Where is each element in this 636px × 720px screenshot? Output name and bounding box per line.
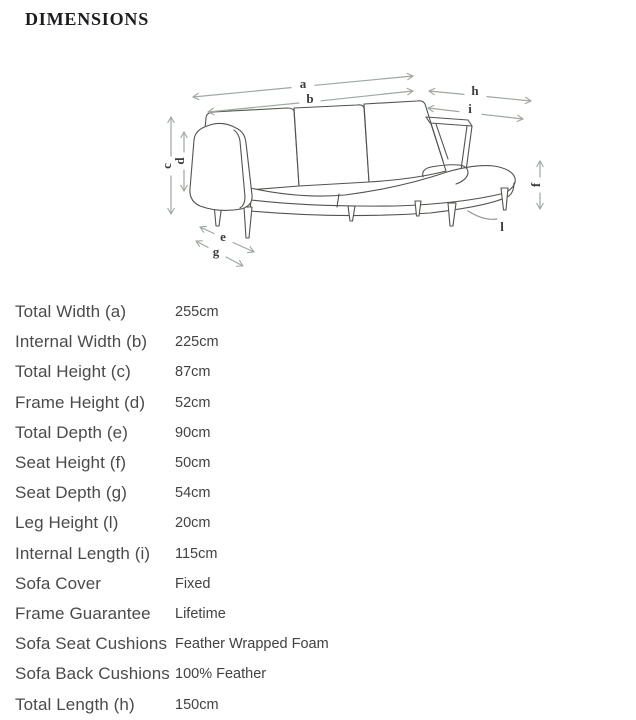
spec-value: 20cm xyxy=(175,515,211,532)
sofa-illustration xyxy=(190,101,515,238)
dim-label-e: e xyxy=(220,229,226,244)
spec-row xyxy=(15,478,625,508)
spec-label: Total Length (h) xyxy=(15,694,135,714)
spec-value: 100% Feather xyxy=(175,666,267,683)
dim-label-b: b xyxy=(306,91,314,106)
spec-value: 50cm xyxy=(175,455,211,472)
spec-row xyxy=(15,629,625,659)
dim-label-g: g xyxy=(212,244,220,259)
spec-row xyxy=(15,539,625,569)
spec-label: Seat Height (f) xyxy=(15,453,127,473)
spec-label: Frame Height (d) xyxy=(15,392,146,412)
spec-value: Feather Wrapped Foam xyxy=(175,636,329,653)
dimensions-spec-list xyxy=(15,297,625,720)
spec-label: Sofa Cover xyxy=(15,573,102,593)
spec-label: Internal Length (i) xyxy=(15,543,151,563)
spec-value: 225cm xyxy=(175,334,219,351)
spec-value: 87cm xyxy=(175,364,211,381)
leg-pointer-line xyxy=(468,211,497,219)
dim-label-i: i xyxy=(468,101,472,116)
spec-label: Total Height (c) xyxy=(15,362,131,382)
spec-row xyxy=(15,448,625,478)
spec-value: 90cm xyxy=(175,424,211,441)
sofa-dimensions-diagram xyxy=(0,0,636,296)
spec-row xyxy=(15,388,625,418)
dim-label-d: d xyxy=(172,157,187,165)
spec-value: 150cm xyxy=(175,696,219,713)
spec-row xyxy=(15,599,625,629)
spec-value: 255cm xyxy=(175,304,219,321)
spec-label: Frame Guarantee xyxy=(15,603,151,623)
spec-row xyxy=(15,327,625,357)
spec-label: Sofa Back Cushions xyxy=(15,664,170,684)
spec-row xyxy=(15,689,625,719)
dim-label-a: a xyxy=(299,76,307,91)
dim-label-h: h xyxy=(471,83,479,98)
spec-row xyxy=(15,418,625,448)
dim-arrow-i xyxy=(428,108,523,119)
spec-value: Lifetime xyxy=(175,605,226,622)
spec-label: Internal Width (b) xyxy=(15,332,148,352)
spec-row xyxy=(15,357,625,387)
spec-row xyxy=(15,569,625,599)
spec-value: 54cm xyxy=(175,485,211,502)
spec-row xyxy=(15,659,625,689)
back-cushion-right xyxy=(364,101,446,182)
dim-arrow-h xyxy=(429,91,531,101)
spec-row xyxy=(15,508,625,538)
dim-label-l: l xyxy=(500,219,504,234)
spec-label: Total Depth (e) xyxy=(15,422,128,442)
spec-label: Seat Depth (g) xyxy=(15,483,127,503)
spec-value: 115cm xyxy=(175,545,218,562)
spec-value: 52cm xyxy=(175,394,211,411)
spec-label: Sofa Seat Cushions xyxy=(15,634,168,654)
spec-row xyxy=(15,297,625,327)
spec-value: Fixed xyxy=(175,575,211,592)
dim-arrow-g xyxy=(196,241,243,266)
back-cushion-middle xyxy=(294,105,369,186)
spec-label: Total Width (a) xyxy=(15,302,127,322)
dim-label-f: f xyxy=(528,182,543,188)
dim-label-c: c xyxy=(159,163,174,169)
spec-label: Leg Height (l) xyxy=(15,513,119,533)
page-title: DIMENSIONS xyxy=(25,9,150,29)
